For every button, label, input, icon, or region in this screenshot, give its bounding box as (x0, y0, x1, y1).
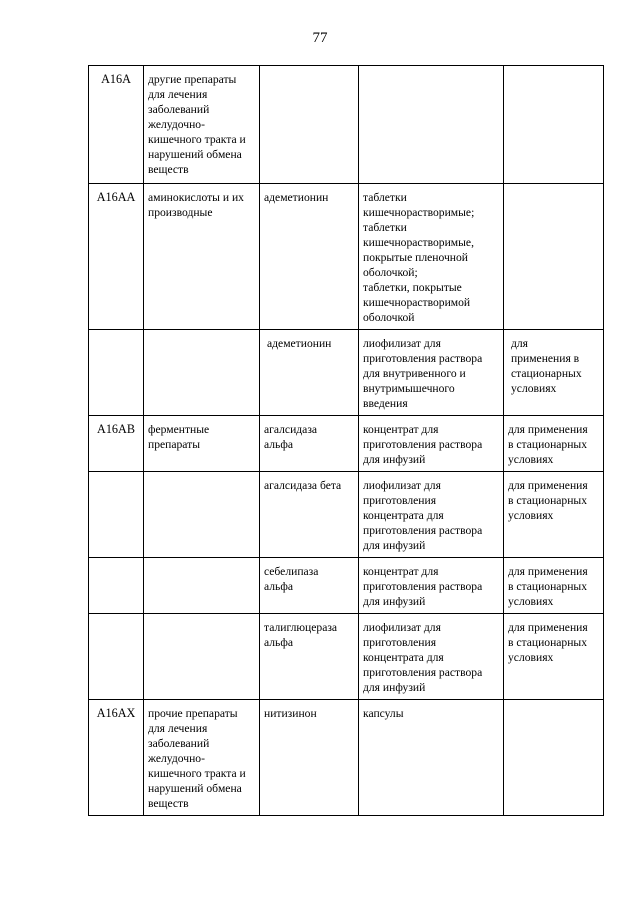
form-line: оболочкой (363, 311, 415, 324)
cell-group (144, 184, 260, 330)
group-line: производные (148, 206, 213, 219)
cell-group (144, 330, 260, 416)
table-row (89, 330, 604, 416)
cell-group (144, 558, 260, 614)
page-number: 77 (312, 30, 328, 46)
note-line: применения в (511, 352, 580, 365)
cell-code (89, 558, 144, 614)
substance-line: адеметионин (267, 337, 332, 350)
form-line: для инфузий (363, 453, 426, 466)
form-line: покрытые пленочной (363, 251, 468, 264)
group-line: заболеваний (148, 737, 210, 750)
note-line: условиях (511, 382, 557, 395)
group-line: прочие препараты (148, 707, 238, 720)
substance-line: альфа (264, 636, 293, 649)
form-line: внутримышечного (363, 382, 455, 395)
cell-code: A16A (89, 66, 144, 184)
group-line: для лечения (148, 88, 208, 101)
group-line: заболеваний (148, 103, 210, 116)
note-line: для применения (508, 479, 588, 492)
form-line: приготовления (363, 636, 437, 649)
note-line: для применения (508, 565, 588, 578)
form-line: приготовления раствора (363, 666, 483, 679)
form-line: лиофилизат для (363, 621, 441, 634)
note-line: условиях (508, 651, 554, 664)
note-line: в стационарных (508, 580, 588, 593)
cell-form (359, 330, 504, 416)
note-line: стационарных (511, 367, 582, 380)
note-line: для применения (508, 621, 588, 634)
group-line: аминокислоты и их (148, 191, 244, 204)
cell-code: A16AB (89, 416, 144, 472)
form-line: капсулы (363, 707, 404, 720)
cell-form (359, 184, 504, 330)
cell-form (359, 614, 504, 700)
form-line: приготовления раствора (363, 352, 483, 365)
group-line: нарушений обмена (148, 148, 242, 161)
form-line: лиофилизат для (363, 479, 441, 492)
note-line: для применения (508, 423, 588, 436)
form-line: кишечнорастворимые, (363, 236, 474, 249)
group-line: веществ (148, 797, 189, 810)
cell-note (504, 66, 604, 184)
form-line: кишечнорастворимые; (363, 206, 475, 219)
cell-note (504, 558, 604, 614)
cell-group (144, 614, 260, 700)
cell-note (504, 700, 604, 816)
cell-group (144, 416, 260, 472)
note-line: для (511, 337, 529, 350)
form-line: концентрат для (363, 565, 439, 578)
form-line: приготовления раствора (363, 524, 483, 537)
cell-code (89, 330, 144, 416)
group-line: ферментные (148, 423, 210, 436)
substance-line: себелипаза (264, 565, 319, 578)
form-line: кишечнорастворимой (363, 296, 471, 309)
cell-substance (260, 416, 359, 472)
substance-line: нитизинон (264, 707, 317, 720)
group-line: нарушений обмена (148, 782, 242, 795)
cell-substance (260, 66, 359, 184)
cell-code (89, 472, 144, 558)
cell-substance (260, 614, 359, 700)
cell-form (359, 700, 504, 816)
note-line: в стационарных (508, 636, 588, 649)
drug-table (88, 65, 604, 816)
form-line: для инфузий (363, 539, 426, 552)
table-row (89, 700, 604, 816)
cell-group (144, 472, 260, 558)
cell-group (144, 700, 260, 816)
cell-form (359, 472, 504, 558)
table-row (89, 184, 604, 330)
form-line: концентрата для (363, 651, 444, 664)
cell-substance (260, 330, 359, 416)
cell-note (504, 184, 604, 330)
note-line: условиях (508, 453, 554, 466)
table-row (89, 66, 604, 184)
form-line: лиофилизат для (363, 337, 441, 350)
substance-line: альфа (264, 438, 293, 451)
cell-form (359, 416, 504, 472)
form-line: таблетки (363, 221, 407, 234)
note-line: в стационарных (508, 494, 588, 507)
group-line: желудочно- (148, 118, 205, 131)
form-line: таблетки, покрытые (363, 281, 462, 294)
group-line: кишечного тракта и (148, 767, 246, 780)
form-line: приготовления раствора (363, 438, 483, 451)
form-line: введения (363, 397, 408, 410)
cell-form (359, 558, 504, 614)
cell-substance (260, 184, 359, 330)
cell-code (89, 614, 144, 700)
form-line: приготовления раствора (363, 580, 483, 593)
cell-form (359, 66, 504, 184)
group-line: препараты (148, 438, 200, 451)
table-row (89, 558, 604, 614)
cell-substance (260, 558, 359, 614)
table-row (89, 614, 604, 700)
group-line: веществ (148, 163, 189, 176)
form-line: для инфузий (363, 595, 426, 608)
group-line: кишечного тракта и (148, 133, 246, 146)
substance-line: талиглюцераза (264, 621, 338, 634)
substance-line: адеметионин (264, 191, 329, 204)
note-line: условиях (508, 509, 554, 522)
group-line: другие препараты (148, 73, 237, 86)
cell-note (504, 472, 604, 558)
form-line: таблетки (363, 191, 407, 204)
form-line: концентрат для (363, 423, 439, 436)
form-line: для инфузий (363, 681, 426, 694)
form-line: для внутривенного и (363, 367, 466, 380)
substance-line: агалсидаза (264, 423, 318, 436)
cell-code: A16AX (89, 700, 144, 816)
substance-line: альфа (264, 580, 293, 593)
cell-code: A16AA (89, 184, 144, 330)
note-line: в стационарных (508, 438, 588, 451)
cell-substance (260, 700, 359, 816)
group-line: желудочно- (148, 752, 205, 765)
table-row (89, 472, 604, 558)
group-line: для лечения (148, 722, 208, 735)
cell-note (504, 330, 604, 416)
form-line: приготовления (363, 494, 437, 507)
cell-substance (260, 472, 359, 558)
note-line: условиях (508, 595, 554, 608)
form-line: концентрата для (363, 509, 444, 522)
cell-note (504, 416, 604, 472)
substance-line: агалсидаза бета (264, 479, 342, 492)
form-line: оболочкой; (363, 266, 418, 279)
cell-group (144, 66, 260, 184)
cell-note (504, 614, 604, 700)
table-row (89, 416, 604, 472)
